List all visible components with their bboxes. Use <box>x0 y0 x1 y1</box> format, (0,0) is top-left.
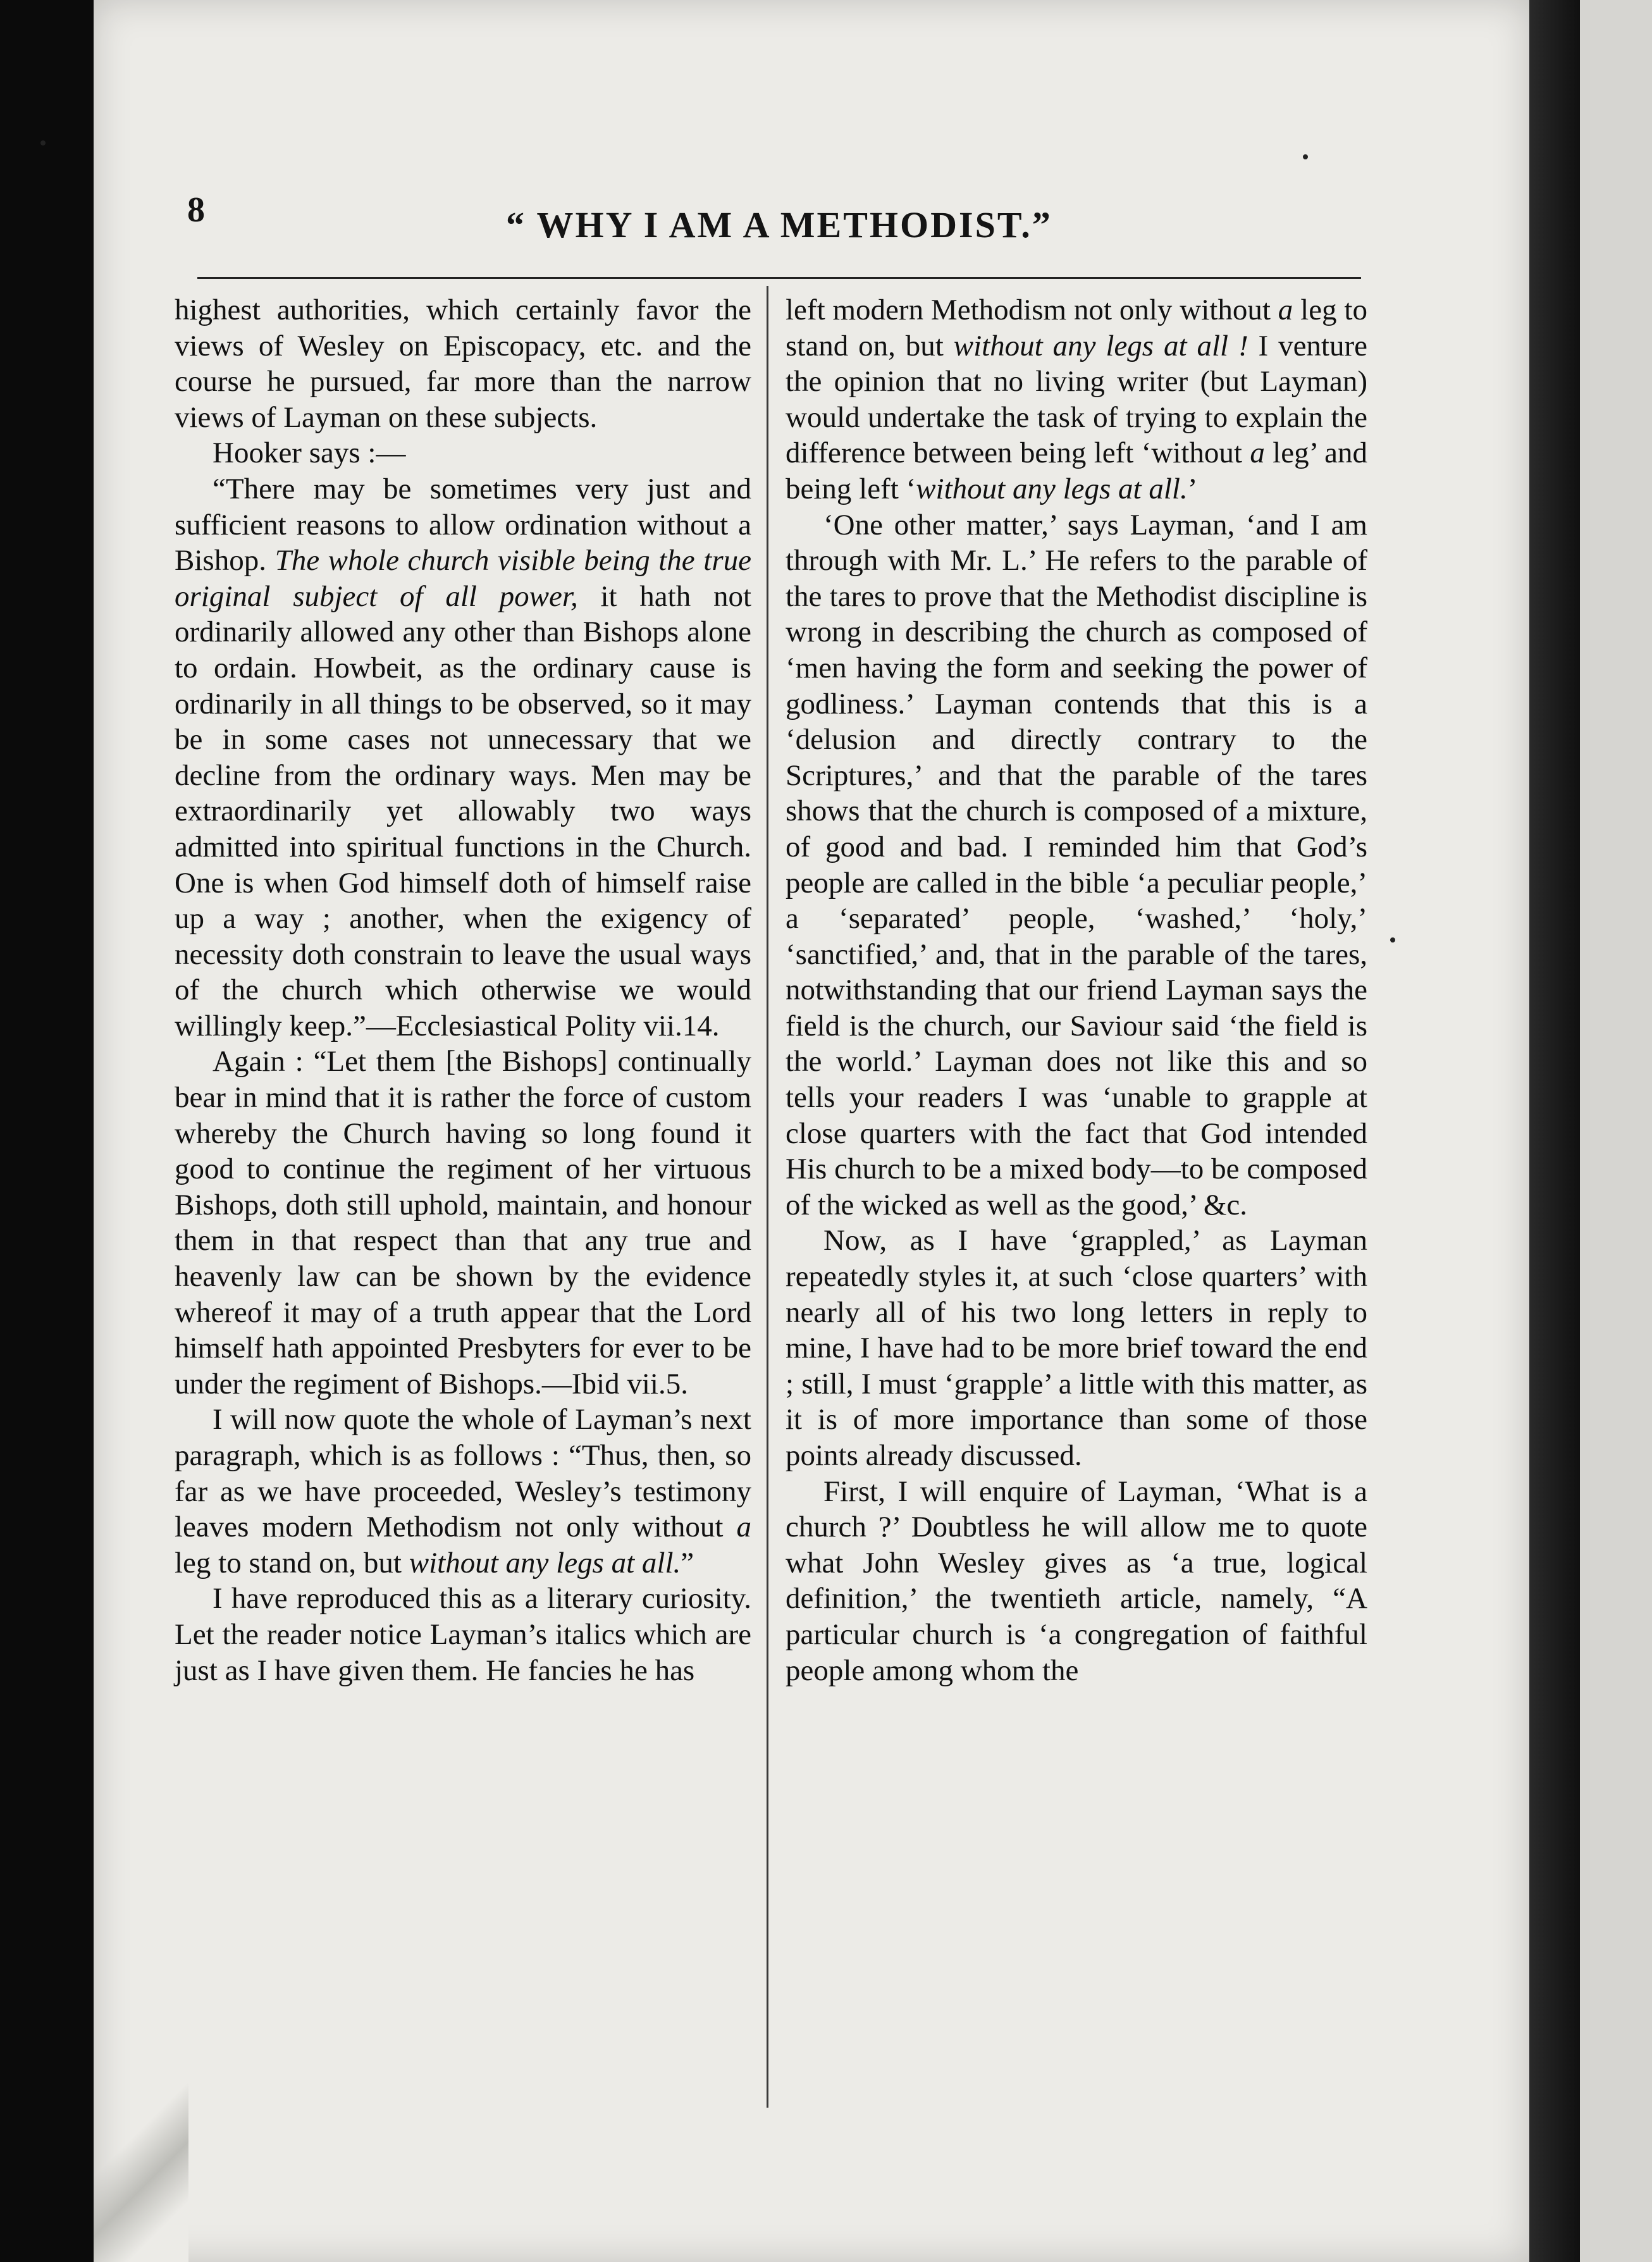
italic-text: without any legs at all. <box>916 472 1188 505</box>
paragraph <box>786 1474 1367 1689</box>
text-run: leg to stand on, but <box>175 1546 409 1579</box>
paragraph <box>175 292 751 435</box>
page-gutter-shadow <box>1529 0 1580 2262</box>
page-number: 8 <box>187 190 205 230</box>
paragraph <box>175 1044 751 1402</box>
paragraph <box>786 507 1367 1223</box>
italic-text: a <box>1250 436 1265 470</box>
paragraph <box>175 471 751 1044</box>
column-divider <box>767 286 768 2108</box>
text-run: leg’ and being left ‘ <box>786 436 1367 505</box>
header-rule <box>197 277 1361 279</box>
scan-speck <box>40 140 46 145</box>
italic-text: without any legs at all ! <box>953 329 1248 362</box>
text-run: First, I will enquire of Layman, ‘What is a church ?’ Doubtless he will allow me to quote what John Wesley gives as ‘a true, logical definition,’ the twentieth article, namely, “A particular church is ‘a congregation of faithful people among whom the <box>786 1474 1367 1687</box>
text-column-left <box>175 292 751 1688</box>
italic-text: The whole church visible being the true original subject of all power, <box>175 544 751 613</box>
text-run: Hooker says :— <box>213 436 406 470</box>
text-run: Again : “Let them [the Bishops] continually bear in mind that it is rather the force of custom whereby the Church having so long found it good to continue the regiment of her virtuous Bishops, doth still uphold, maintain, and honour them in that respect than that any true and heavenly law can be shown by the evidence whereof it may of a truth appear that the Lord himself hath appointed Presbyters for ever to be under the regiment of Bishops.—Ibid vii.5. <box>175 1045 751 1400</box>
text-run: I will now quote the whole of Layman’s next paragraph, which is as follows : “Thus, then, so far as we have proceeded, Wesley’s testimony leaves modern Methodism not only without <box>175 1403 751 1544</box>
paragraph <box>175 1402 751 1581</box>
text-run: leg to stand on, but <box>786 294 1367 362</box>
worn-page-corner <box>94 2056 188 2262</box>
italic-text: a <box>1278 294 1293 326</box>
text-run: I venture the opinion that no living writer (but Layman) would undertake the task of trying to explain the difference between being left ‘without <box>786 329 1367 470</box>
italic-text: a <box>736 1511 751 1544</box>
text-run: “There may be sometimes very just and sufficient reasons to allow ordination without a Bishop. <box>175 472 751 578</box>
paragraph <box>786 1223 1367 1473</box>
text-run: ’ <box>1187 472 1198 505</box>
text-run: I have reproduced this as a literary curiosity. Let the reader notice Layman’s italics which are just as I have given them. He fancies he has <box>175 1582 751 1687</box>
text-run: left modern Methodism not only without <box>786 294 1278 326</box>
text-column-right <box>786 292 1367 1688</box>
italic-text: without any legs at all. <box>409 1546 681 1579</box>
text-run: highest authorities, which certainly favor the views of Wesley on Episcopacy, etc. and the course he pursued, far more than the narrow views of Layman on these subjects. <box>175 294 751 434</box>
paragraph <box>786 292 1367 507</box>
text-run: it hath not ordinarily allowed any other than Bishops alone to ordain. Howbeit, as the ordinary cause is ordinarily in all things to be observed, so it may be in some cases not unnecessary that we decline from the ordinary ways. Men may be extraordinarily yet allowably two ways admitted into spiritual functions in the Church. One is when God himself doth of himself raise up a way ; another, when the exigency of necessity doth constrain to leave the usual ways of the church which otherwise we would willingly keep.”—Ecclesiastical Polity vii.14. <box>175 579 752 1042</box>
scan-speck <box>1303 154 1308 159</box>
adjacent-page-edge <box>1580 0 1652 2262</box>
text-run: ” <box>681 1546 694 1579</box>
text-run: Now, as I have ‘grappled,’ as Layman repeatedly styles it, at such ‘close quarters’ with nearly all of his two long letters in reply to mine, I have had to be more brief toward the end ; still, I must ‘grapple’ a little with this matter, as it is of more importance than some of those points already discussed. <box>786 1224 1367 1472</box>
paragraph <box>175 1581 751 1688</box>
text-run: ‘One other matter,’ says Layman, ‘and I am through with Mr. L.’ He refers to the parable of the tares to prove that the Methodist discipline is wrong in describing the church as composed of ‘men having the form and seeking the power of godliness.’ Layman contends that this is a ‘delusion and directly contrary to the Scriptures,’ and that the parable of the tares shows that the church is composed of a mixture, of good and bad. I reminded him that God’s people are called in the bible ‘a peculiar people,’ a ‘separated’ people, ‘washed,’ ‘holy,’ ‘sanctified,’ and, that in the parable of the tares, notwithstanding that our friend Layman says the field is the church, our Saviour said ‘the field is the world.’ Layman does not like this and so tells your readers I was ‘unable to grapple at close quarters with the fact that God intended His church to be a mixed body—to be composed of the wicked as well as the good,’ &c. <box>786 508 1367 1221</box>
running-title: “ WHY I AM A METHODIST.” <box>506 204 1052 245</box>
scan-speck <box>1390 937 1395 942</box>
paragraph <box>175 435 751 471</box>
